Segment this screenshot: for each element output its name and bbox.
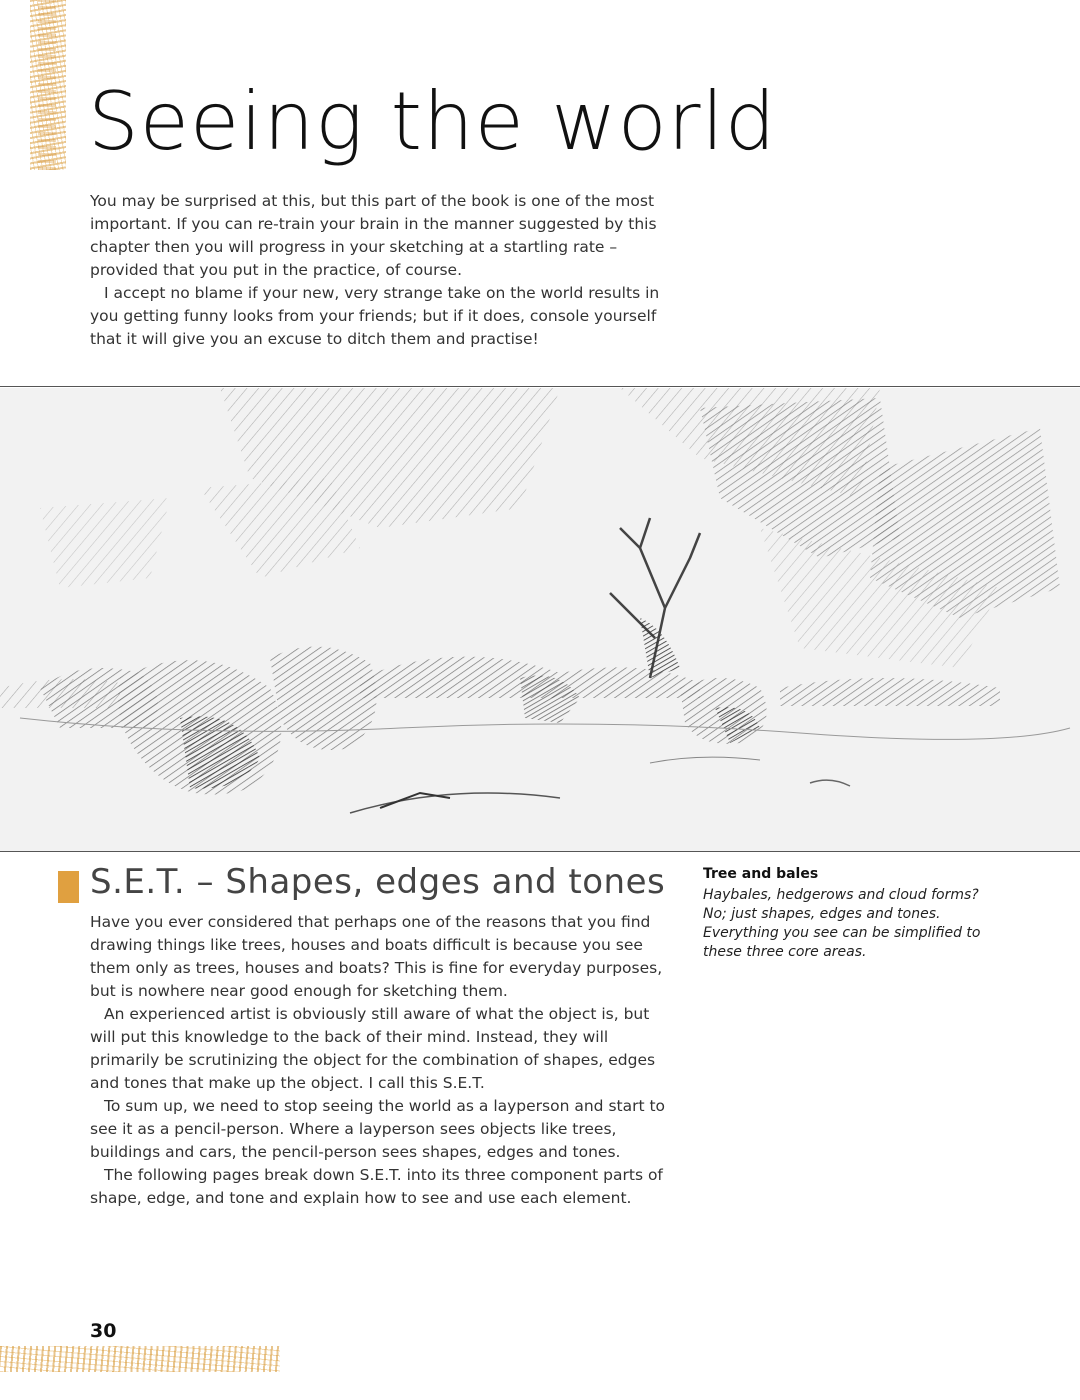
intro-paragraph: You may be surprised at this, but this part of the book is one of the most important. If you can re-train your brain in the manner suggested by this chapter then you will progress in your sketching at a startling rate – provided that you put in the practice, of course. (90, 192, 657, 279)
body-paragraph: To sum up, we need to stop seeing the world as a layperson and start to see it as a pencil-person. Where a layperson sees objects like trees, buildings and cars, the pencil-person sees shapes, edges and tones. (90, 1097, 666, 1161)
pencil-sketch-image (0, 388, 1080, 851)
body-paragraph: An experienced artist is obviously still aware of what the object is, but will put this knowledge to the back of their mind. Instead, they will primarily be scrutinizing the object for the combination of shapes, edges and tones that make up the object. I call this S.E.T. (90, 1005, 656, 1092)
section-body (90, 911, 670, 1210)
intro-paragraph: I accept no blame if your new, very strange take on the world results in you getting funny looks from your friends; but if it does, console yourself that it will give you an excuse to ditch them and practise! (90, 284, 660, 348)
page-title: Seeing the world (88, 75, 777, 168)
image-top-rule (0, 386, 1080, 387)
image-caption (703, 866, 993, 962)
caption-title: Tree and bales (703, 866, 819, 882)
sketch-drawing (0, 388, 1080, 851)
page-number: 30 (90, 1320, 117, 1342)
intro-text (90, 190, 690, 351)
body-paragraph: Have you ever considered that perhaps one of the reasons that you find drawing things like trees, houses and boats difficult is because you see them only as trees, houses and boats? This is fine for everyday purposes, but is nowhere near good enough for sketching them. (90, 913, 663, 1000)
caption-text: Haybales, hedgerows and cloud forms? No; just shapes, edges and tones. Everything you see can be simplified to these three core areas. (703, 887, 981, 960)
section-marker (58, 871, 79, 903)
body-paragraph: The following pages break down S.E.T. into its three component parts of shape, edge, and tone and explain how to see and use each element. (90, 1166, 663, 1207)
crayon-stroke-decoration-bottom (0, 1346, 280, 1372)
crayon-stroke-decoration (30, 0, 66, 170)
image-bottom-rule (0, 851, 1080, 852)
section-heading: S.E.T. – Shapes, edges and tones (90, 862, 666, 902)
